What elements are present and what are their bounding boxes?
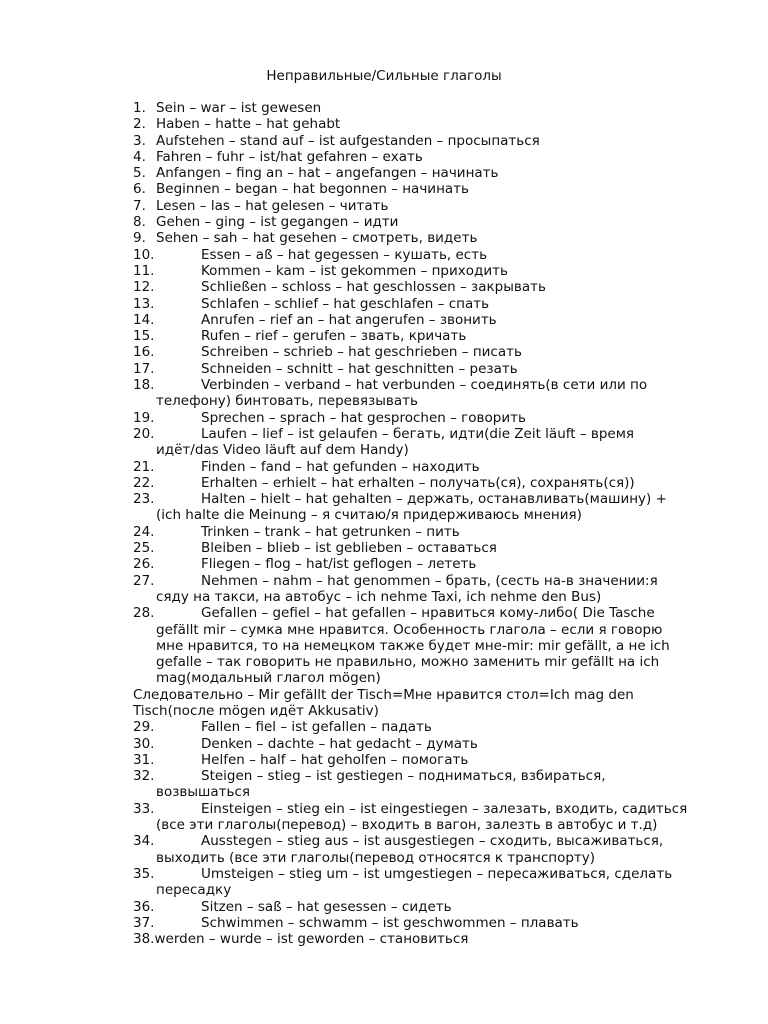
- item-text: Fahren – fuhr – ist/hat gefahren – ехать: [156, 148, 423, 165]
- item-continuation: выходить (все эти глаголы(перевод относятся к транспорту): [156, 849, 596, 866]
- list-item: [133, 605, 733, 621]
- item-text: werden – wurde – ist geworden – становиться: [154, 931, 469, 948]
- item-text: Steigen – stieg – ist gestiegen – подниматься, взбираться,: [201, 768, 606, 785]
- item-number: 6.: [133, 181, 146, 198]
- list-item: [133, 736, 733, 752]
- item-number: 35.: [133, 865, 155, 882]
- list-item: [133, 133, 733, 149]
- item-text: Finden – fand – hat gefunden – находить: [201, 458, 480, 475]
- item-text: Sein – war – ist gewesen: [156, 100, 322, 116]
- item-continuation: (все эти глаголы(перевод) – входить в вагон, залезть в автобус и т.д): [156, 817, 658, 834]
- item-text: Sitzen – saß – hat gesessen – сидеть: [201, 898, 452, 915]
- item-text: Haben – hatte – hat gehabt: [156, 116, 341, 133]
- item-number: 7.: [133, 197, 146, 214]
- item-text: Erhalten – erhielt – hat erhalten – получать(ся), сохранять(ся)): [201, 474, 635, 491]
- item-text: Kommen – kam – ist gekommen – приходить: [201, 262, 508, 279]
- list-item: [133, 801, 733, 817]
- list-item: [133, 491, 733, 507]
- item-number: 33.: [133, 800, 155, 817]
- item-text: Umsteigen – stieg um – ist umgestiegen – пересаживаться, сделать: [201, 865, 673, 882]
- item-number: 29.: [133, 719, 155, 736]
- item-continuation: gefalle – так говорить не правильно, можно заменить mir gefällt на ich: [156, 654, 660, 671]
- note-line: Следовательно – Mir gefällt der Tisch=Мне нравится стол=Ich mag den: [133, 686, 634, 703]
- list-item: [133, 149, 733, 165]
- item-text: Schlafen – schlief – hat geschlafen – спать: [201, 295, 490, 312]
- list-item: [133, 410, 733, 426]
- list-item: [133, 915, 733, 931]
- item-number: 3.: [133, 132, 146, 149]
- list-item: [133, 931, 733, 947]
- list-item: [133, 556, 733, 572]
- list-item: [133, 573, 733, 589]
- item-text: Anfangen – fing an – hat – angefangen – начинать: [156, 165, 499, 182]
- item-number: 24.: [133, 523, 155, 540]
- item-number: 38.: [133, 931, 155, 948]
- item-number: 25.: [133, 540, 155, 557]
- item-text: Gehen – ging – ist gegangen – идти: [156, 214, 399, 231]
- item-text: Helfen – half – hat geholfen – помогать: [201, 751, 469, 768]
- item-continuation: mag(модальный глагол mögen): [156, 670, 381, 687]
- list-item: [133, 247, 733, 263]
- item-continuation: идёт/das Video läuft auf dem Handy): [156, 442, 409, 459]
- item-number: 5.: [133, 165, 146, 182]
- item-number: 18.: [133, 377, 155, 394]
- item-continuation: (ich halte die Meinung – я считаю/я придерживаюсь мнения): [156, 507, 582, 524]
- verb-list: [133, 100, 733, 947]
- item-text: Schneiden – schnitt – hat geschnitten – резать: [201, 360, 518, 377]
- list-item: [133, 198, 733, 214]
- item-text: Schwimmen – schwamm – ist geschwommen – плавать: [201, 914, 579, 931]
- item-text: Bleiben – blieb – ist geblieben – оставаться: [201, 540, 497, 557]
- item-text: Essen – aß – hat gegessen – кушать, есть: [201, 246, 488, 263]
- list-item: [133, 344, 733, 360]
- item-number: 2.: [133, 116, 146, 133]
- item-number: 12.: [133, 279, 155, 296]
- list-item: [133, 214, 733, 230]
- item-text: Lesen – las – hat gelesen – читать: [156, 197, 389, 214]
- item-number: 10.: [133, 246, 155, 263]
- list-item: [133, 899, 733, 915]
- item-text: Schließen – schloss – hat geschlossen – закрывать: [201, 279, 546, 296]
- item-text: Anrufen – rief an – hat angerufen – звонить: [201, 311, 497, 328]
- item-text: Aufstehen – stand auf – ist aufgestanden – просыпаться: [156, 132, 540, 149]
- item-number: 36.: [133, 898, 155, 915]
- item-number: 14.: [133, 311, 155, 328]
- list-item: [133, 100, 733, 116]
- item-text: Ausstegen – stieg aus – ist ausgestiegen – сходить, высаживаться,: [201, 833, 664, 850]
- list-item: [133, 459, 733, 475]
- item-text: Nehmen – nahm – hat genommen – брать, (сесть на-в значении:я: [201, 572, 658, 589]
- list-item: [133, 296, 733, 312]
- item-number: 32.: [133, 768, 155, 785]
- list-item: [133, 475, 733, 491]
- item-number: 20.: [133, 425, 155, 442]
- item-text: Laufen – lief – ist gelaufen – бегать, идти(die Zeit läuft – время: [201, 425, 635, 442]
- item-number: 31.: [133, 751, 155, 768]
- list-item: [133, 312, 733, 328]
- item-number: 17.: [133, 360, 155, 377]
- item-text: Beginnen – began – hat begonnen – начинать: [156, 181, 469, 198]
- list-item: [133, 833, 733, 849]
- list-item: [133, 230, 733, 246]
- list-item: [133, 361, 733, 377]
- item-number: 37.: [133, 914, 155, 931]
- list-item: [133, 719, 733, 735]
- item-text: Gefallen – gefiel – hat gefallen – нравиться кому-либо( Die Tasche: [201, 605, 655, 622]
- list-item: [133, 752, 733, 768]
- item-text: Fliegen – flog – hat/ist geflogen – лететь: [201, 556, 477, 573]
- note-line: Tisch(после mögen идёт Akkusativ): [133, 702, 379, 719]
- item-text: Rufen – rief – gerufen – звать, кричать: [201, 328, 467, 345]
- item-text: Sehen – sah – hat gesehen – смотреть, видеть: [156, 230, 478, 247]
- item-number: 15.: [133, 328, 155, 345]
- item-number: 4.: [133, 148, 146, 165]
- item-number: 9.: [133, 230, 146, 247]
- list-item: [133, 165, 733, 181]
- list-item: [133, 116, 733, 132]
- item-text: Verbinden – verband – hat verbunden – соединять(в сети или по: [201, 377, 648, 394]
- list-item: [133, 279, 733, 295]
- item-number: 34.: [133, 833, 155, 850]
- item-number: 26.: [133, 556, 155, 573]
- item-continuation: возвышаться: [156, 784, 250, 801]
- item-text: Fallen – fiel – ist gefallen – падать: [201, 719, 432, 736]
- page-title: Неправильные/Сильные глаголы: [266, 68, 502, 84]
- item-continuation: gefällt mir – сумка мне нравится. Особенность глагола – если я говорю: [156, 621, 663, 638]
- item-number: 19.: [133, 409, 155, 426]
- item-number: 16.: [133, 344, 155, 361]
- list-item: [133, 377, 733, 393]
- item-continuation: сяду на такси, на автобус – ich nehme Taxi, ich nehme den Bus): [156, 588, 602, 605]
- item-continuation: пересадку: [156, 882, 232, 899]
- item-number: 21.: [133, 458, 155, 475]
- item-text: Denken – dachte – hat gedacht – думать: [201, 735, 478, 752]
- item-number: 23.: [133, 491, 155, 508]
- item-number: 28.: [133, 605, 155, 622]
- list-item: [133, 426, 733, 442]
- list-item: [133, 866, 733, 882]
- item-number: 30.: [133, 735, 155, 752]
- list-item: [133, 263, 733, 279]
- item-text: Einsteigen – stieg ein – ist eingestiegen – залезать, входить, садиться: [201, 800, 688, 817]
- item-number: 22.: [133, 474, 155, 491]
- item-number: 27.: [133, 572, 155, 589]
- list-item: [133, 768, 733, 784]
- item-number: 11.: [133, 262, 155, 279]
- list-item: [133, 524, 733, 540]
- item-text: Trinken – trank – hat getrunken – пить: [201, 523, 460, 540]
- list-item: [133, 328, 733, 344]
- item-text: Schreiben – schrieb – hat geschrieben – писать: [201, 344, 522, 361]
- item-continuation: телефону) бинтовать, перевязывать: [156, 393, 418, 410]
- item-number: 13.: [133, 295, 155, 312]
- item-text: Sprechen – sprach – hat gesprochen – говорить: [201, 409, 526, 426]
- item-continuation: мне нравится, то на немецком также будет мне-mir: mir gefällt, а не ich: [156, 637, 670, 654]
- item-number: 8.: [133, 214, 146, 231]
- item-text: Halten – hielt – hat gehalten – держать, останавливать(машину) +: [201, 491, 667, 508]
- list-item: [133, 181, 733, 197]
- list-item: [133, 540, 733, 556]
- item-number: 1.: [133, 100, 146, 116]
